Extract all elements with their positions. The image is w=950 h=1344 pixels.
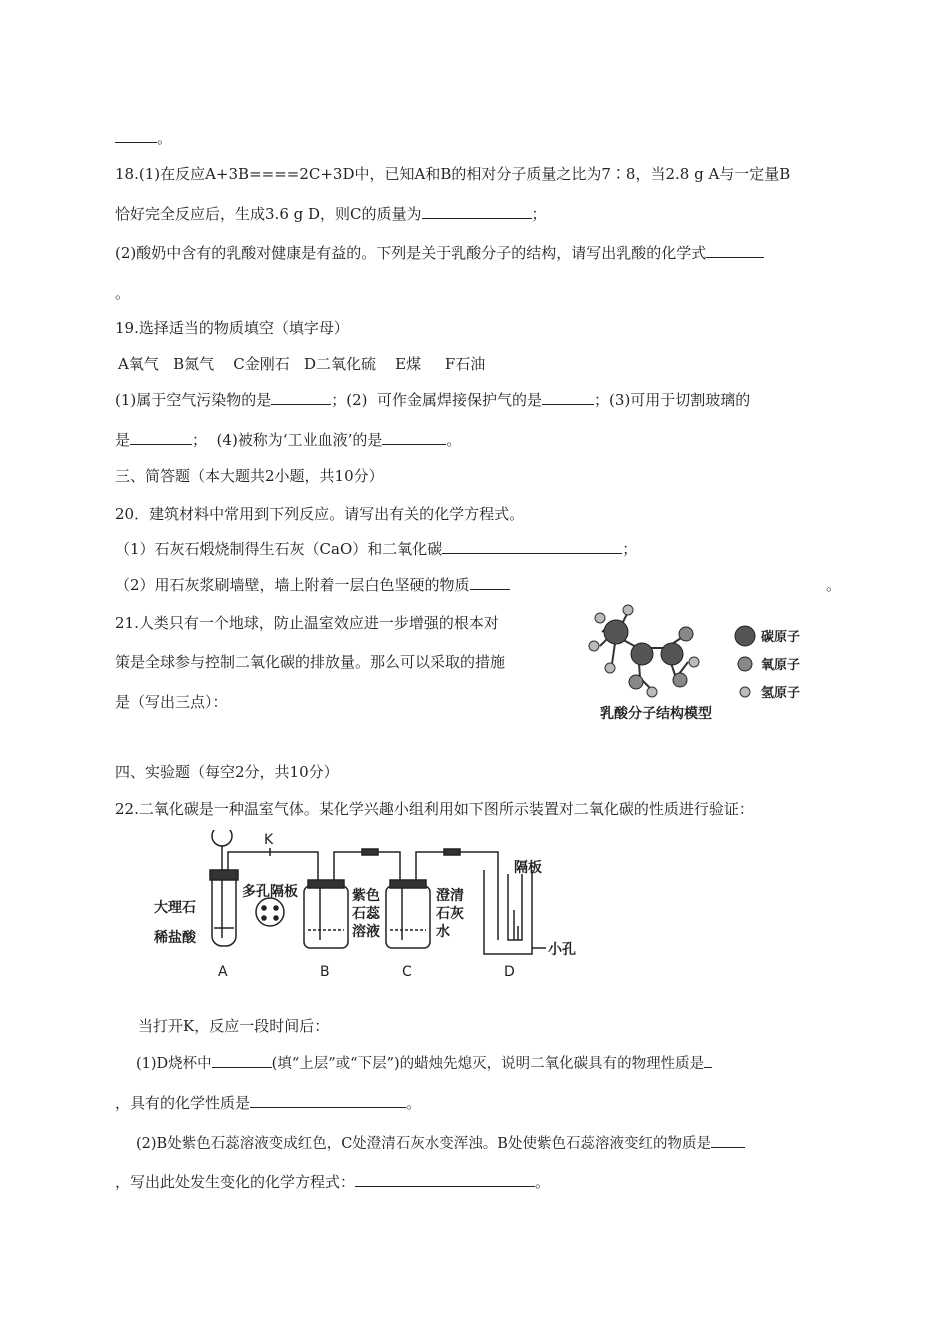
litmus-label-3: 溶液 [352, 924, 380, 940]
answer-blank[interactable] [542, 390, 594, 405]
q22-p2-line1: (2)B处紫色石蕊溶液变成红色，C处澄清石灰水变浑浊。B处使紫色石蕊溶液变红的物质是 [136, 1133, 745, 1154]
q18-line3: (2)酸奶中含有的乳酸对健康是有益的。下列是关于乳酸分子的结构，请写出乳酸的化学式 [115, 243, 764, 263]
legend-hydrogen-label: 氢原子 [761, 686, 801, 701]
legend-hydrogen-swatch [740, 687, 750, 697]
plate-label: 多孔隔板 [242, 884, 298, 900]
partition-label: 隔板 [514, 860, 542, 876]
q19-options: A氧气 B氮气 C金刚石 D二氧化硫 E煤 F石油 [118, 355, 486, 373]
valve-label: K [264, 832, 274, 848]
stopper-b [308, 880, 344, 888]
answer-blank[interactable] [355, 1172, 535, 1187]
hydrogen-atom [647, 687, 657, 697]
limewater-label-2: 石灰 [436, 906, 464, 922]
q20-sub2: （2）用石灰浆刷墙壁，墙上附着一层白色坚硬的物质 [115, 575, 510, 595]
answer-blank[interactable] [706, 243, 764, 258]
lactic-acid-model [580, 598, 840, 728]
bottle-c [386, 886, 430, 948]
section-4-heading: 四、实验题（每空2分，共10分） [115, 763, 339, 781]
answer-blank[interactable] [115, 128, 157, 143]
q21-line1: 21.人类只有一个地球，防止温室效应进一步增强的根本对 [115, 614, 499, 632]
hydrogen-atom [595, 613, 605, 623]
q21-line3: 是（写出三点）： [115, 693, 228, 711]
hydrogen-atom [689, 657, 699, 667]
litmus-label-1: 紫色 [352, 888, 380, 904]
letter-b: B [320, 964, 330, 980]
funnel-bulb [212, 830, 232, 846]
q19-title: 19.选择适当的物质填空（填字母） [115, 319, 349, 337]
answer-blank[interactable] [250, 1093, 406, 1108]
co2-apparatus-diagram [150, 830, 590, 990]
q18-line2: 恰好完全反应后，生成3.6 g D，则C的质量为 ； [115, 205, 547, 223]
q19-line2: 是 ； (4)被称为‘工业血液’的是 。 [115, 431, 462, 449]
letter-a: A [218, 964, 228, 980]
legend-oxygen-swatch [738, 657, 752, 671]
q22-p1-line1: (1)D烧杯中 (填“上层”或“下层”)的蜡烛先熄灭，说明二氧化碳具有的物理性质是 [136, 1053, 712, 1074]
answer-blank[interactable] [212, 1053, 272, 1068]
legend-carbon-swatch [735, 626, 755, 646]
oxygen-atom [673, 673, 687, 687]
connector-c-d [444, 849, 460, 855]
litmus-label-2: 石蕊 [352, 906, 380, 922]
bottle-b [304, 886, 348, 948]
connector-b-c [362, 849, 378, 855]
carbon-atom [631, 643, 653, 665]
molecule-caption: 乳酸分子结构模型 [600, 706, 712, 722]
q17-tail: 。 [115, 128, 172, 148]
marble-label: 大理石 [154, 900, 196, 916]
legend-carbon-label: 碳原子 [761, 630, 801, 645]
q20-sub2-end: 。 [826, 576, 842, 594]
answer-blank[interactable] [271, 390, 331, 405]
q20-sub1: （1）石灰石煅烧制得生石灰（CaO）和二氧化碳 ； [115, 540, 638, 558]
q22-p2-line2: ，写出此处发生变化的化学方程式： 。 [115, 1173, 551, 1191]
partition-d [508, 874, 522, 940]
porous-plate-inset [256, 898, 284, 926]
q22-p1-line2: ，具有的化学性质是 。 [115, 1094, 422, 1112]
q22-open-k: 当打开K，反应一段时间后： [138, 1017, 330, 1035]
stopper-c [390, 880, 426, 888]
acid-label: 稀盐酸 [154, 930, 196, 946]
q19-line1: (1)属于空气污染物的是 ；(2) 可作金属焊接保护气的是 ；(3)可用于切割玻璃的 [115, 391, 751, 409]
limewater-label-3: 水 [436, 924, 450, 940]
plate-hole [262, 906, 266, 910]
q18-line1: 18.(1)在反应A+3B====2C+3D中，已知A和B的相对分子质量之比为7∶8，当2.8 g A与一定量B [115, 165, 791, 183]
pipe-b-c [334, 852, 400, 880]
answer-blank[interactable] [130, 430, 192, 445]
answer-blank[interactable] [422, 204, 532, 219]
plate-hole [274, 906, 278, 910]
answer-blank[interactable] [442, 539, 622, 554]
carbon-atom [604, 620, 628, 644]
oxygen-atom [679, 627, 693, 641]
hydrogen-atom [589, 641, 599, 651]
hole-label: 小孔 [548, 942, 576, 958]
limewater-label-1: 澄清 [436, 888, 464, 904]
answer-blank[interactable] [711, 1133, 745, 1148]
oxygen-atom [629, 675, 643, 689]
stopper-a [210, 870, 238, 880]
hydrogen-atom [623, 605, 633, 615]
hydrogen-atom [605, 663, 615, 673]
letter-d: D [504, 964, 515, 980]
plate-hole [274, 916, 278, 920]
carbon-atom [661, 643, 683, 665]
q21-line2: 策是全球参与控制二氧化碳的排放量。那么可以采取的措施 [115, 653, 506, 671]
letter-c: C [402, 964, 412, 980]
answer-blank[interactable] [382, 430, 446, 445]
answer-blank[interactable] [470, 575, 510, 590]
tube-a [212, 870, 236, 946]
q18-line4: 。 [115, 284, 131, 302]
section-3-heading: 三、简答题（本大题共2小题，共10分） [115, 467, 384, 485]
plate-hole [262, 916, 266, 920]
q20-title: 20．建筑材料中常用到下列反应。请写出有关的化学方程式。 [115, 505, 525, 523]
legend-oxygen-label: 氧原子 [761, 658, 801, 673]
pipe-a-b [228, 852, 318, 880]
q22-intro: 22.二氧化碳是一种温室气体。某化学兴趣小组利用如下图所示装置对二氧化碳的性质进行验证： [115, 800, 754, 818]
answer-blank[interactable] [704, 1053, 712, 1068]
